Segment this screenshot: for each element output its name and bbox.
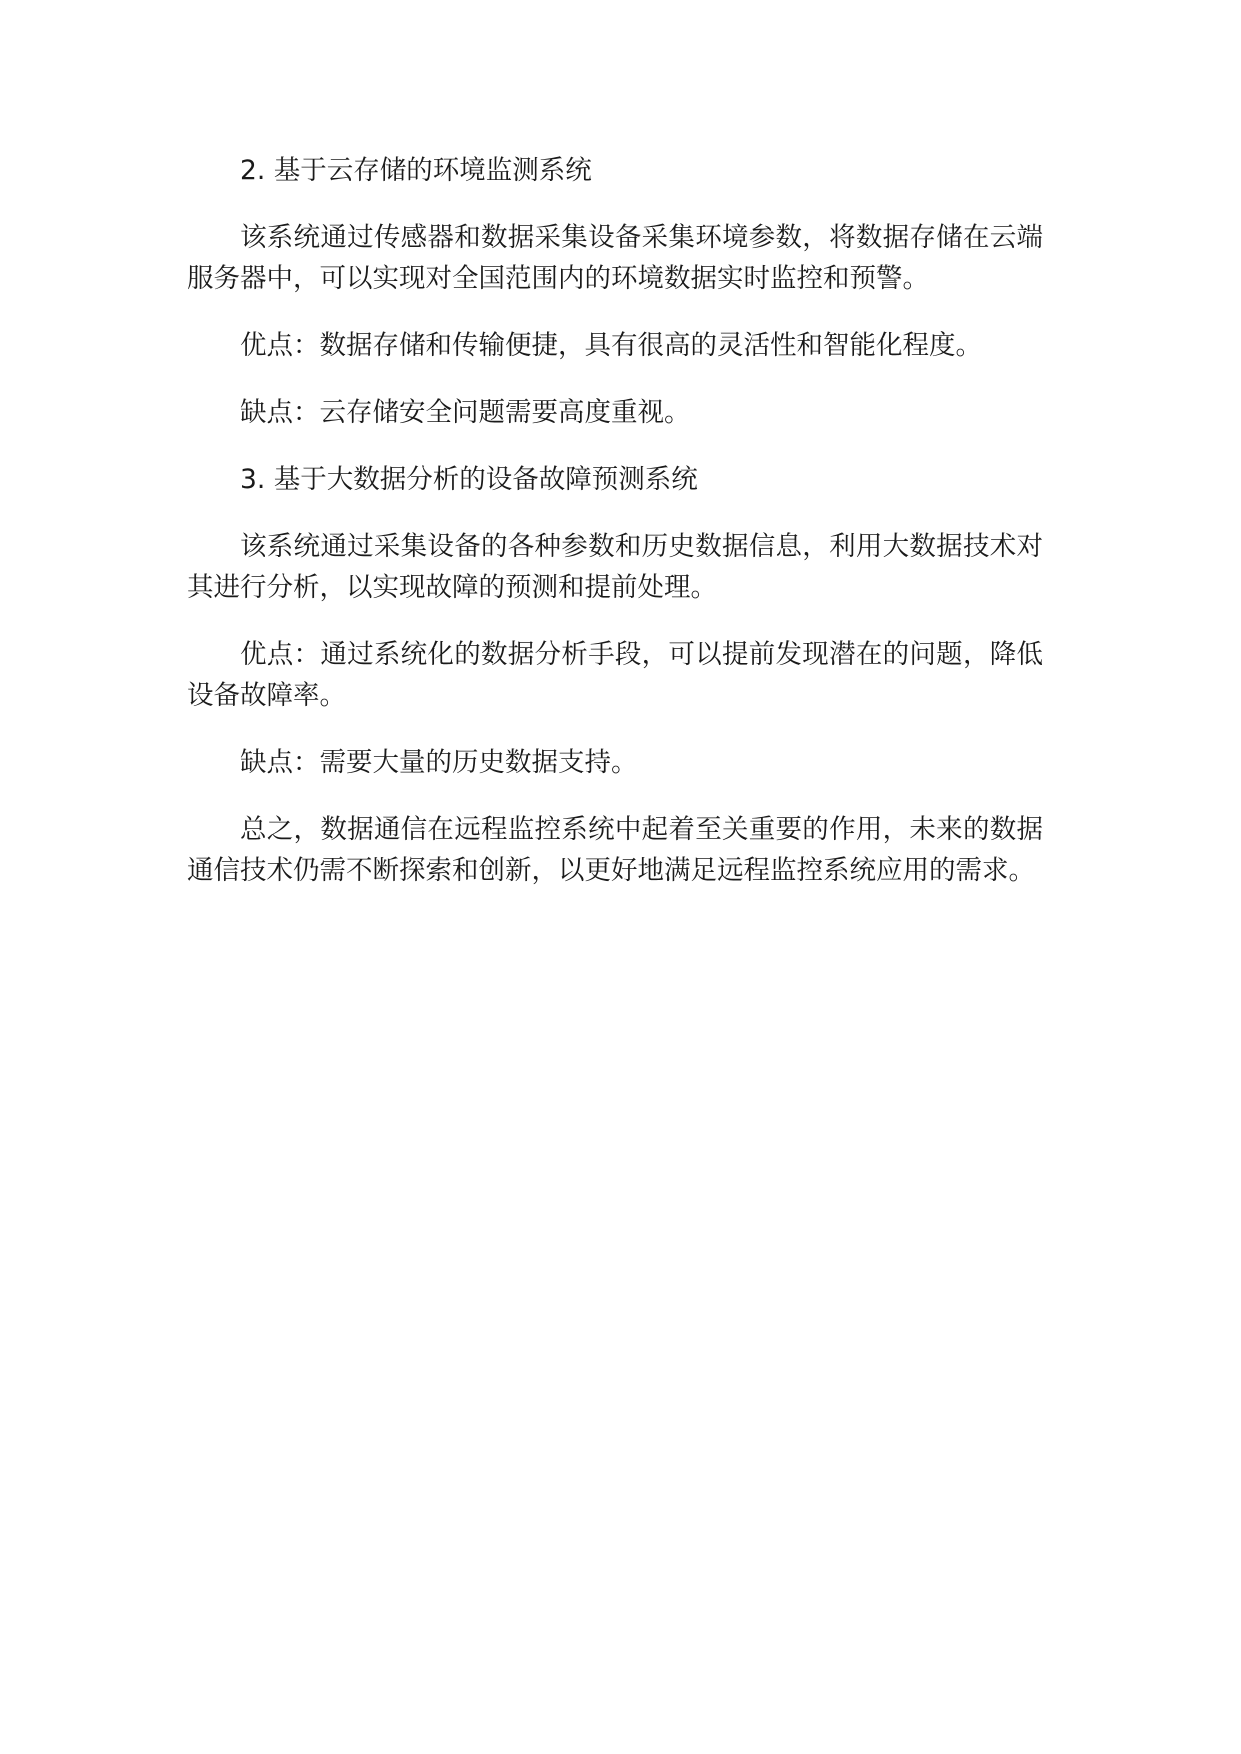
document-body	[187, 150, 1043, 917]
paragraph-disadvantages-2: 缺点：云存储安全问题需要高度重视。	[240, 397, 691, 428]
paragraph-advantages-2: 优点：数据存储和传输便捷，具有很高的灵活性和智能化程度。	[240, 330, 982, 361]
paragraph-disadvantages-3: 缺点：需要大量的历史数据支持。	[240, 747, 638, 778]
paragraph-advantages-3: 优点：通过系统化的数据分析手段，可以提前发现潜在的问题，降低设备故障率。	[187, 639, 1043, 711]
paragraph-description-2: 该系统通过传感器和数据采集设备采集环境参数，将数据存储在云端服务器中，可以实现对全国范围内的环境数据实时监控和预警。	[187, 222, 1043, 294]
paragraph-conclusion: 总之，数据通信在远程监控系统中起着至关重要的作用，未来的数据通信技术仍需不断探索和创新，以更好地满足远程监控系统应用的需求。	[187, 814, 1043, 886]
section-heading-2: 2. 基于云存储的环境监测系统	[240, 155, 592, 186]
section-heading-3: 3. 基于大数据分析的设备故障预测系统	[240, 464, 698, 495]
paragraph-description-3: 该系统通过采集设备的各种参数和历史数据信息，利用大数据技术对其进行分析，以实现故障的预测和提前处理。	[187, 531, 1043, 603]
